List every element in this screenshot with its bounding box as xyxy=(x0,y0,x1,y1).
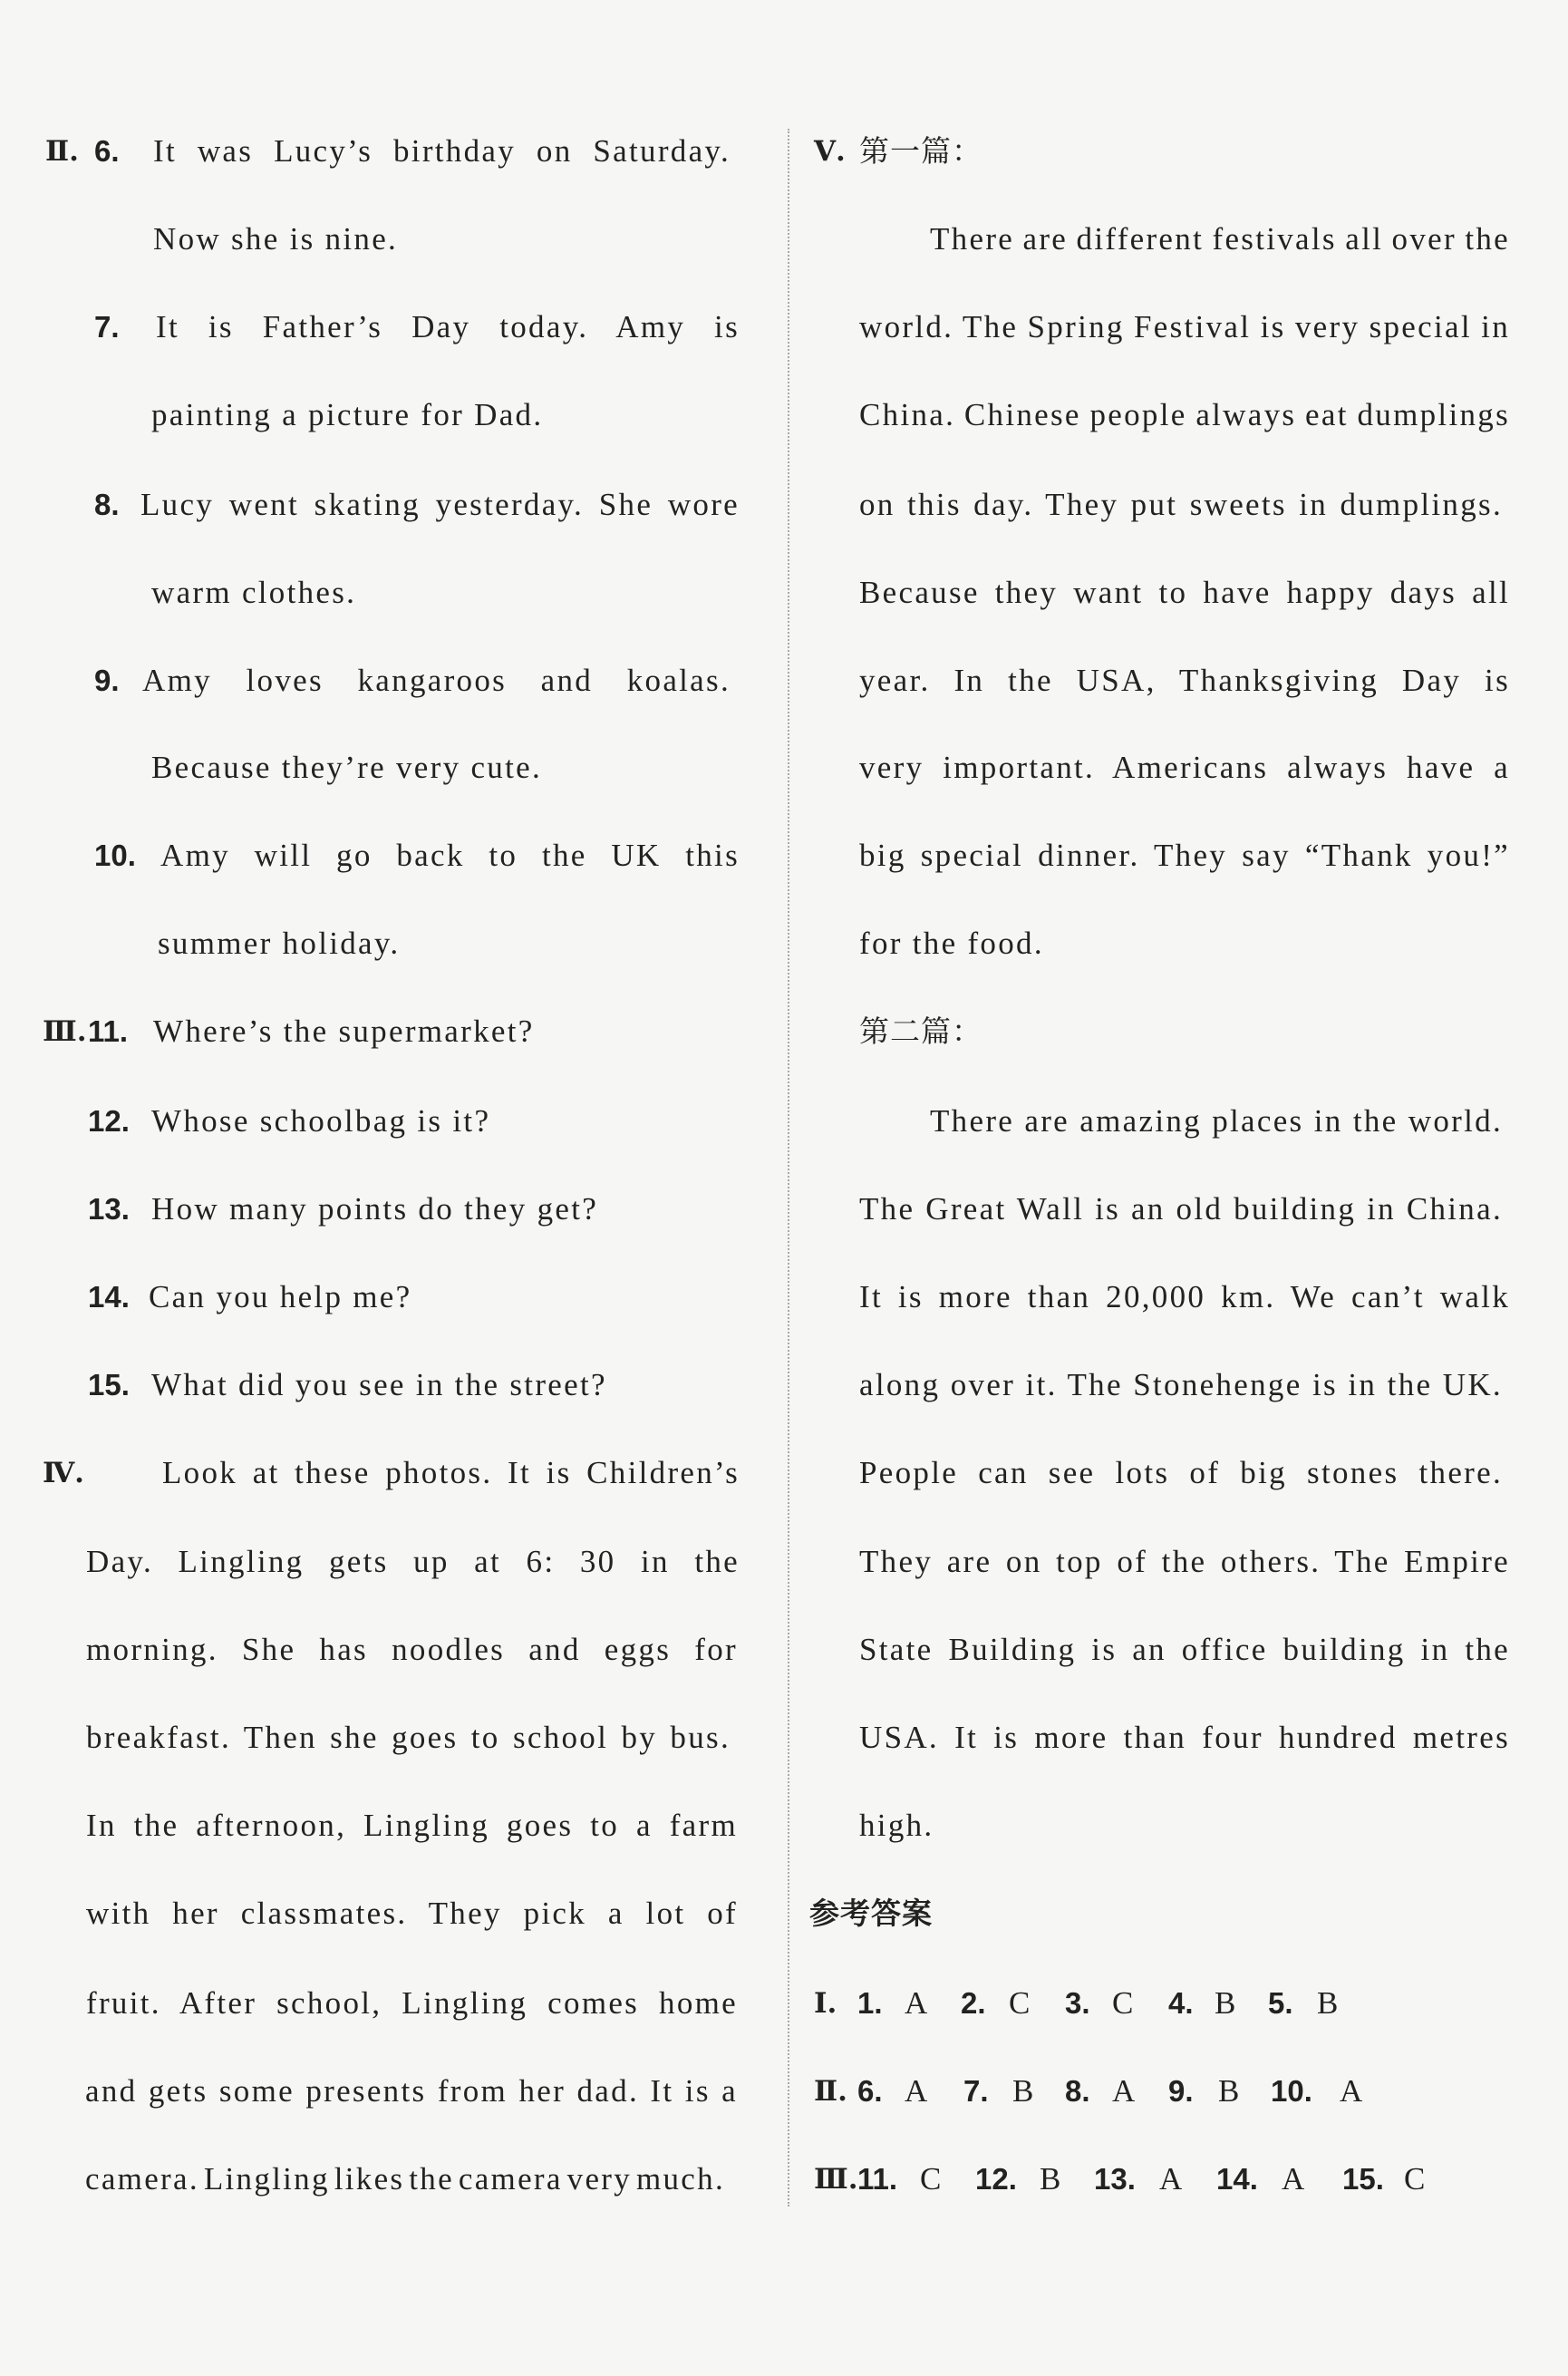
answer-choice: C xyxy=(920,2161,944,2197)
item-number: 7. xyxy=(94,310,120,344)
answer-choice: C xyxy=(1009,1985,1032,2021)
answer-choice: C xyxy=(1112,1985,1136,2021)
answer-number: 6. xyxy=(857,2074,883,2108)
item-text-line: summer holiday. xyxy=(158,926,401,961)
answer-number: 2. xyxy=(961,1986,986,2020)
answer-number: 9. xyxy=(1168,2074,1194,2108)
passage-line: Day. Lingling gets up at 6: 30 in the xyxy=(86,1544,740,1579)
answer-number: 8. xyxy=(1065,2074,1090,2108)
answer-choice: A xyxy=(1112,2073,1137,2109)
answer-choice: A xyxy=(1159,2161,1185,2197)
section-numeral-iii: Ⅲ. xyxy=(43,1015,87,1048)
answer-number: 12. xyxy=(975,2162,1017,2196)
passage-line: year. In the USA, Thanksgiving Day is xyxy=(859,663,1510,698)
answer-choice: A xyxy=(1282,2161,1307,2197)
answer-number: 3. xyxy=(1065,1986,1090,2020)
answer-number: 4. xyxy=(1168,1986,1194,2020)
item-number: 12. xyxy=(88,1104,130,1138)
answer-choice: A xyxy=(1340,2073,1365,2109)
section-numeral-ii: Ⅱ. xyxy=(45,135,79,168)
passage-line: State Building is an office building in the xyxy=(859,1632,1510,1667)
passage-line: morning. She has noodles and eggs for xyxy=(86,1632,738,1667)
item-number: 8. xyxy=(94,488,120,521)
item-number: 14. xyxy=(88,1280,130,1314)
answer-choice: B xyxy=(1218,2073,1242,2109)
column-divider xyxy=(788,129,789,2206)
passage-line: very important. Americans always have a xyxy=(859,750,1510,785)
passage-line: People can see lots of big stones there. xyxy=(859,1455,1503,1490)
answer-choice: B xyxy=(1012,2073,1036,2109)
item-text-line: It was Lucy’s birthday on Saturday. xyxy=(153,133,731,169)
passage-line: on this day. They put sweets in dumplings. xyxy=(859,487,1503,522)
answer-choice: A xyxy=(905,2073,930,2109)
section-numeral-v: Ⅴ. xyxy=(814,135,846,168)
item-text-line: Amy loves kangaroos and koalas. xyxy=(142,663,731,698)
answer-choice: C xyxy=(1404,2161,1428,2197)
answer-section-numeral: Ⅲ. xyxy=(814,2163,858,2196)
item-text-line: Amy will go back to the UK this xyxy=(160,838,740,873)
passage-line: USA. It is more than four hundred metres xyxy=(859,1720,1510,1755)
passage-line: They are on top of the others. The Empire xyxy=(859,1544,1510,1579)
answer-number: 11. xyxy=(857,2162,898,2196)
answer-number: 13. xyxy=(1094,2162,1136,2196)
question-text: What did you see in the street? xyxy=(151,1367,607,1402)
answer-section-numeral: Ⅱ. xyxy=(814,2075,847,2108)
item-number: 9. xyxy=(94,664,120,697)
passage-line: There are amazing places in the world. xyxy=(930,1103,1503,1139)
question-text: Where’s the supermarket? xyxy=(153,1013,535,1049)
passage-line: The Great Wall is an old building in China. xyxy=(859,1191,1503,1227)
answer-number: 7. xyxy=(963,2074,989,2108)
question-text: Can you help me? xyxy=(149,1279,412,1314)
answer-choice: A xyxy=(905,1985,930,2021)
passage-line: high. xyxy=(859,1808,934,1843)
passage-line: There are different festivals all over the xyxy=(930,221,1510,257)
passage-line: with her classmates. They pick a lot of xyxy=(86,1896,738,1931)
passage-line: world. The Spring Festival is very special in xyxy=(859,309,1510,344)
passage-heading: 第二篇： xyxy=(859,1013,982,1049)
answer-choice: B xyxy=(1215,1985,1238,2021)
question-text: Whose schoolbag is it? xyxy=(151,1103,491,1139)
passage-line: for the food. xyxy=(859,926,1044,961)
question-text: How many points do they get? xyxy=(151,1191,599,1227)
answer-number: 15. xyxy=(1342,2162,1384,2196)
answer-number: 14. xyxy=(1216,2162,1258,2196)
answer-number: 10. xyxy=(1271,2074,1312,2108)
passage-line: and gets some presents from her dad. It is a xyxy=(85,2073,738,2109)
passage-heading: 第一篇： xyxy=(859,133,982,169)
item-number: 11. xyxy=(88,1014,129,1048)
answer-choice: B xyxy=(1040,2161,1063,2197)
item-text-line: painting a picture for Dad. xyxy=(151,397,544,432)
item-text-line: It is Father’s Day today. Amy is xyxy=(156,309,740,344)
item-text-line: warm clothes. xyxy=(151,575,357,610)
item-text-line: Now she is nine. xyxy=(153,221,399,257)
passage-line: breakfast. Then she goes to school by bus. xyxy=(86,1720,731,1755)
answer-number: 1. xyxy=(857,1986,883,2020)
passage-line: In the afternoon, Lingling goes to a farm xyxy=(86,1808,738,1843)
item-number: 6. xyxy=(94,134,120,168)
item-number: 13. xyxy=(88,1192,130,1226)
passage-line: Because they want to have happy days all xyxy=(859,575,1510,610)
item-text-line: Because they’re very cute. xyxy=(151,750,542,785)
section-numeral-iv: Ⅳ. xyxy=(43,1457,84,1489)
passage-line: China. Chinese people always eat dumplings xyxy=(859,397,1510,432)
passage-line: camera. Lingling likes the camera very much. xyxy=(85,2161,725,2197)
item-text-line: Lucy went skating yesterday. She wore xyxy=(140,487,740,522)
item-number: 10. xyxy=(94,839,136,872)
passage-line: along over it. The Stonehenge is in the UK. xyxy=(859,1367,1503,1402)
item-number: 15. xyxy=(88,1368,130,1401)
answer-section-numeral: Ⅰ. xyxy=(814,1987,837,2020)
answer-key-heading: 参考答案 xyxy=(809,1896,933,1931)
answer-choice: B xyxy=(1317,1985,1341,2021)
passage-line: fruit. After school, Lingling comes home xyxy=(86,1985,738,2021)
passage-line: big special dinner. They say “Thank you!” xyxy=(859,838,1510,873)
answer-number: 5. xyxy=(1268,1986,1293,2020)
passage-line: Look at these photos. It is Children’s xyxy=(162,1455,740,1490)
passage-line: It is more than 20,000 km. We can’t walk xyxy=(859,1279,1510,1314)
